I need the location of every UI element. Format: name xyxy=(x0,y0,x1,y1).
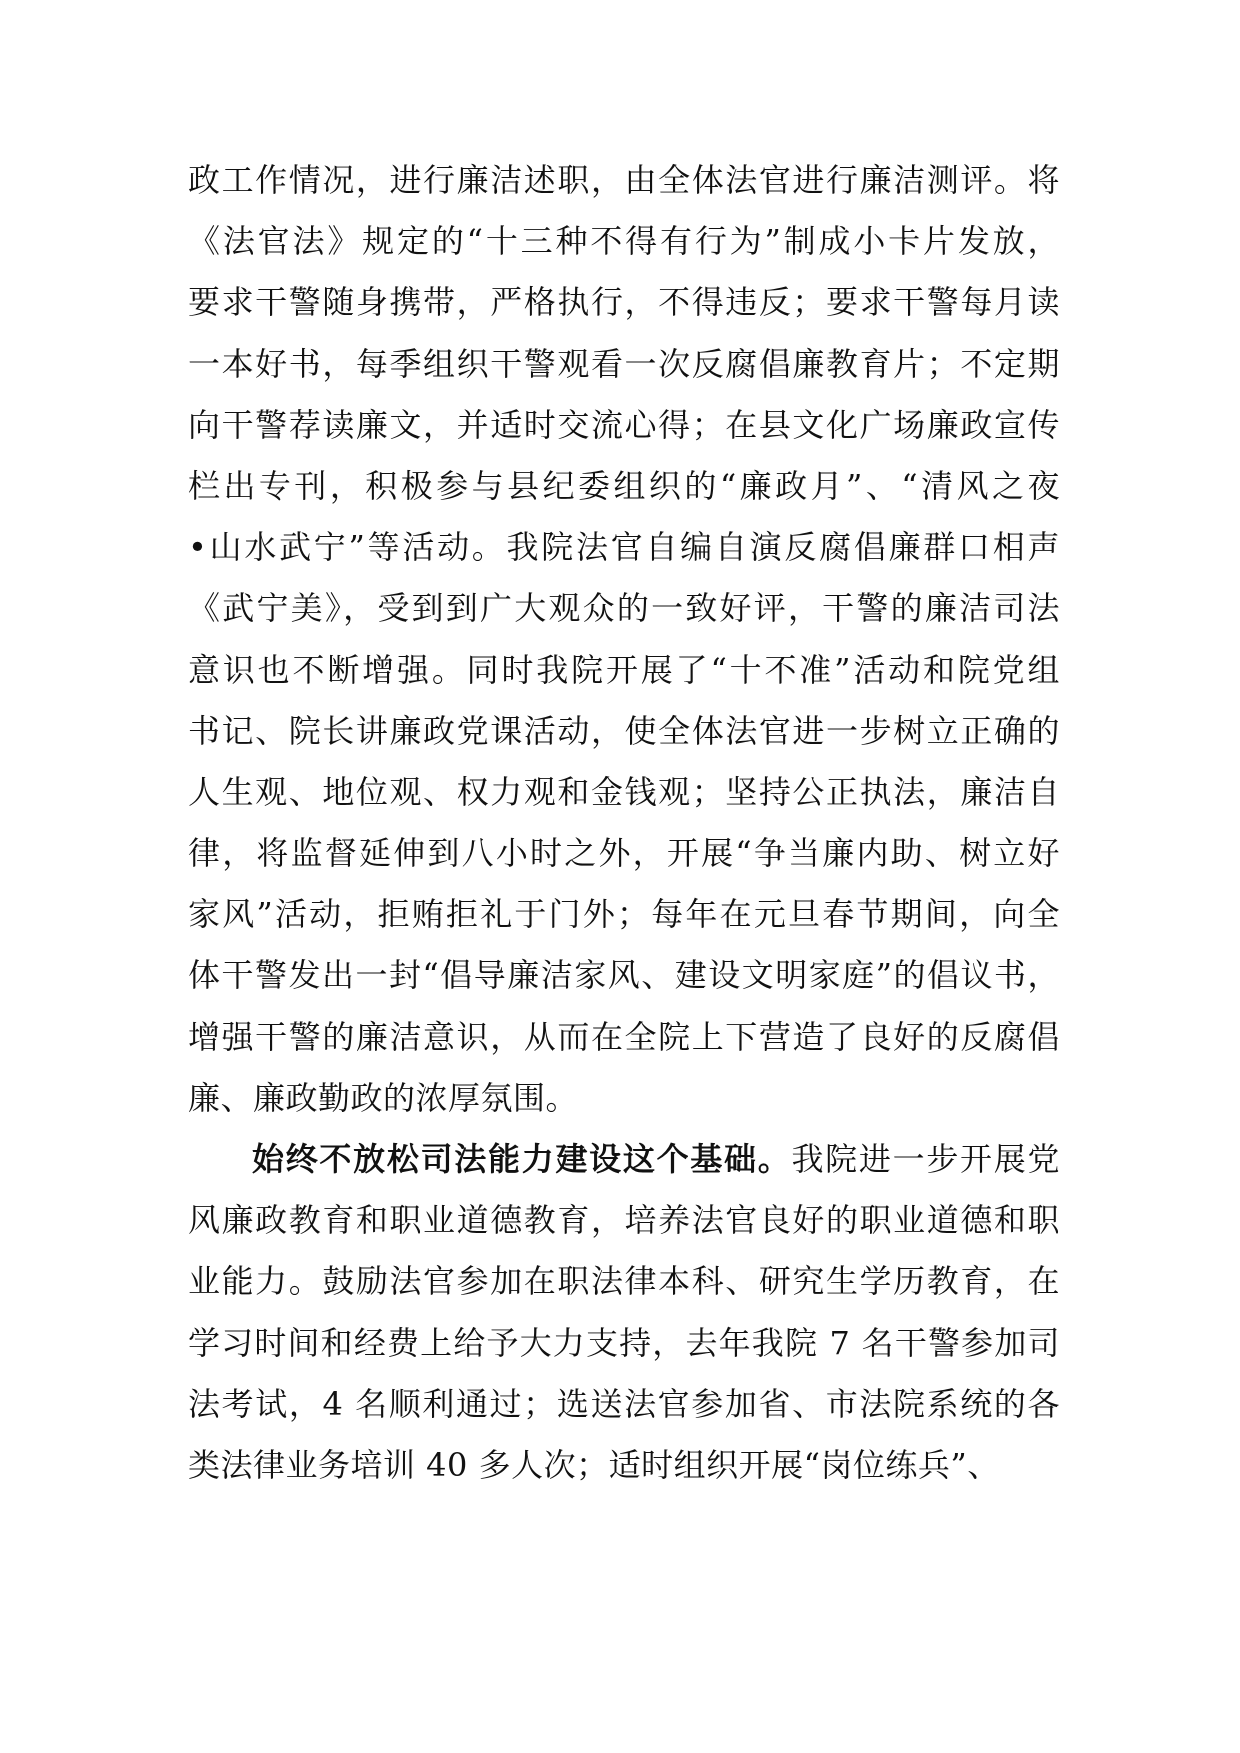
text-line: 书记、院长讲廉政党课活动，使全体法官进一步树立正确的 xyxy=(188,711,1060,750)
text-line: 人生观、地位观、权力观和金钱观；坚持公正执法，廉洁自 xyxy=(188,772,1060,811)
text-line: 意识也不断增强。同时我院开展了“十不准”活动和院党组 xyxy=(188,650,1060,689)
text-line: 律，将监督延伸到八小时之外，开展“争当廉内助、树立好 xyxy=(188,834,1060,873)
text-line: 体干警发出一封“倡导廉洁家风、建设文明家庭”的倡议书， xyxy=(188,956,1060,995)
text-line: 风廉政教育和职业道德教育，培养法官良好的职业道德和职 xyxy=(188,1201,1060,1240)
paragraph-first-line xyxy=(188,1129,1060,1190)
text-line: 《武宁美》，受到到广大观众的一致好评，干警的廉洁司法 xyxy=(188,589,1060,628)
text-line: 要求干警随身携带，严格执行，不得违反；要求干警每月读 xyxy=(188,283,1060,322)
text-line: 向干警荐读廉文，并适时交流心得；在县文化广场廉政宣传 xyxy=(188,405,1060,444)
text-line: 家风”活动，拒贿拒礼于门外；每年在元旦春节期间，向全 xyxy=(188,895,1060,934)
text-line: 一本好书，每季组织干警观看一次反腐倡廉教育片；不定期 xyxy=(188,344,1060,383)
text-line: 廉、廉政勤政的浓厚氛围。 xyxy=(188,1078,579,1117)
text-line: 栏出专刊，积极参与县纪委组织的“廉政月”、“清风之夜 xyxy=(188,466,1060,505)
text-line: 《法官法》规定的“十三种不得有行为”制成小卡片发放， xyxy=(188,222,1060,261)
paragraph-judicial-capacity xyxy=(188,1129,1060,1496)
heading-line-rest: 我院进一步开展党 xyxy=(791,1140,1060,1178)
paragraph-integrity-education xyxy=(188,150,1060,1129)
text-line: 增强干警的廉洁意识，从而在全院上下营造了良好的反腐倡 xyxy=(188,1017,1060,1056)
text-line: 业能力。鼓励法官参加在职法律本科、研究生学历教育，在 xyxy=(188,1262,1060,1301)
text-line: •山水武宁”等活动。我院法官自编自演反腐倡廉群口相声 xyxy=(188,528,1060,567)
body-text xyxy=(188,150,1060,1496)
section-heading: 始终不放松司法能力建设这个基础。 xyxy=(252,1140,792,1178)
text-line: 政工作情况，进行廉洁述职，由全体法官进行廉洁测评。将 xyxy=(188,161,1060,199)
text-line: 学习时间和经费上给予大力支持，去年我院 7 名干警参加司 xyxy=(188,1323,1060,1362)
text-line: 法考试，4 名顺利通过；选送法官参加省、市法院系统的各 xyxy=(188,1384,1060,1423)
text-line: 类法律业务培训 40 多人次；适时组织开展“岗位练兵”、 xyxy=(188,1445,1000,1484)
